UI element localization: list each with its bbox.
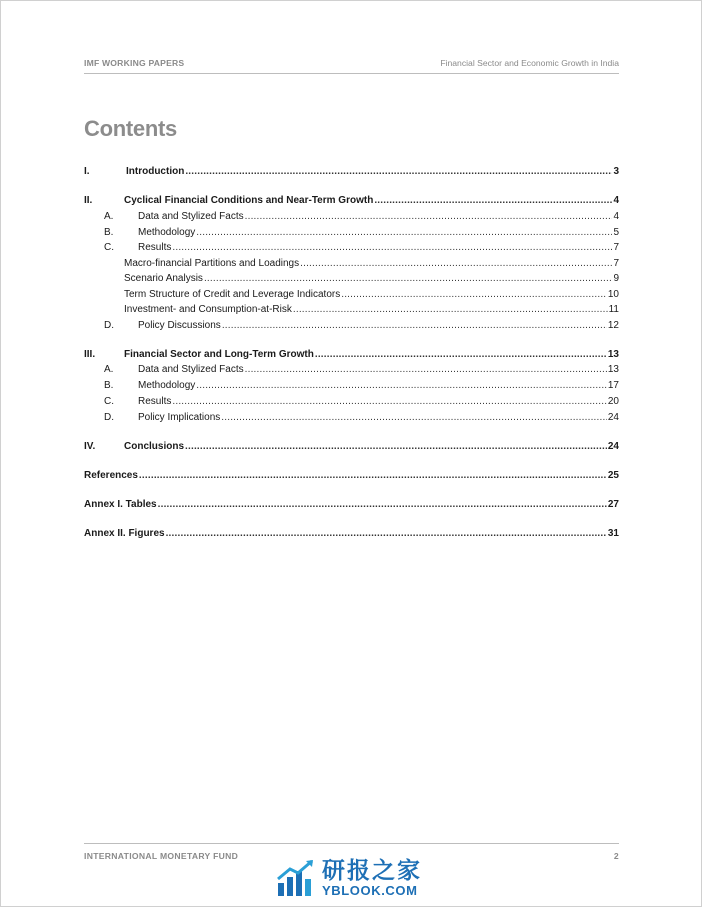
footer-rule bbox=[84, 843, 619, 844]
toc-entry-number: B. bbox=[104, 227, 114, 238]
page-number: 2 bbox=[613, 851, 619, 861]
toc-entry-page: 7 bbox=[613, 258, 619, 269]
toc-entry[interactable] bbox=[84, 527, 619, 541]
toc-leader-dots bbox=[158, 498, 607, 512]
toc-entry[interactable] bbox=[84, 379, 619, 393]
bar-chart-logo-icon bbox=[276, 859, 316, 897]
toc-entry-page: 7 bbox=[613, 242, 619, 253]
watermark bbox=[276, 857, 422, 899]
toc-entry-page: 12 bbox=[607, 320, 619, 331]
toc-entry-number: I. bbox=[84, 166, 90, 177]
toc-entry[interactable] bbox=[84, 288, 619, 302]
toc-leader-dots bbox=[196, 226, 612, 240]
toc-entry[interactable] bbox=[84, 440, 619, 454]
toc-leader-dots bbox=[185, 440, 607, 454]
toc-entry-label: Results bbox=[138, 396, 172, 407]
toc-entry-label: Introduction bbox=[126, 166, 185, 177]
toc-entry-label: Policy Implications bbox=[138, 412, 221, 423]
toc-leader-dots bbox=[139, 469, 607, 483]
toc-entry-page: 9 bbox=[613, 273, 619, 284]
toc-entry-page: 4 bbox=[613, 195, 619, 206]
toc-entry-label: Data and Stylized Facts bbox=[138, 211, 244, 222]
toc-entry-page: 20 bbox=[607, 396, 619, 407]
toc-leader-dots bbox=[172, 241, 612, 255]
toc-entry[interactable] bbox=[84, 319, 619, 333]
toc-entry-page: 31 bbox=[607, 528, 619, 539]
toc-entry-number: II. bbox=[84, 195, 93, 206]
toc-entry[interactable] bbox=[84, 411, 619, 425]
watermark-cn-text: 研报之家 bbox=[322, 857, 422, 883]
toc-entry-number: B. bbox=[104, 380, 114, 391]
toc-entry[interactable] bbox=[84, 498, 619, 512]
toc-entry-number: D. bbox=[104, 412, 114, 423]
toc-entry-label: Scenario Analysis bbox=[124, 273, 203, 284]
toc-entry-page: 27 bbox=[607, 499, 619, 510]
toc-entry-label: Annex II. Figures bbox=[84, 528, 165, 539]
toc-leader-dots bbox=[293, 303, 608, 317]
toc-entry-label: Conclusions bbox=[124, 441, 185, 452]
toc-entry-page: 13 bbox=[607, 364, 619, 375]
toc-entry[interactable] bbox=[84, 363, 619, 377]
toc-leader-dots bbox=[185, 165, 612, 179]
toc-entry-page: 25 bbox=[607, 470, 619, 481]
toc-entry-number: C. bbox=[104, 242, 114, 253]
toc-entry-label: Methodology bbox=[138, 380, 196, 391]
toc-entry-page: 5 bbox=[613, 227, 619, 238]
toc-entry[interactable] bbox=[84, 303, 619, 317]
toc-entry-page: 10 bbox=[607, 289, 619, 300]
toc-entry-label: Term Structure of Credit and Leverage Indicators bbox=[124, 289, 341, 300]
toc-entry-number: C. bbox=[104, 396, 114, 407]
toc-entry[interactable] bbox=[84, 194, 619, 208]
toc-leader-dots bbox=[315, 348, 607, 362]
toc-entry[interactable] bbox=[84, 226, 619, 240]
toc-entry-label: References bbox=[84, 470, 138, 481]
toc-leader-dots bbox=[374, 194, 612, 208]
toc-entry-number: A. bbox=[104, 211, 114, 222]
toc-leader-dots bbox=[196, 379, 607, 393]
toc-entry-number: D. bbox=[104, 320, 114, 331]
toc-entry-page: 3 bbox=[613, 166, 619, 177]
toc-leader-dots bbox=[341, 288, 607, 302]
toc-entry-page: 13 bbox=[607, 349, 619, 360]
toc-entry[interactable] bbox=[84, 348, 619, 362]
series-title: IMF WORKING PAPERS bbox=[84, 58, 185, 68]
toc-entry[interactable] bbox=[84, 241, 619, 255]
toc-entry[interactable] bbox=[84, 272, 619, 286]
toc-entry-page: 11 bbox=[608, 304, 619, 315]
toc-entry-page: 4 bbox=[613, 211, 619, 222]
toc-entry[interactable] bbox=[84, 165, 619, 179]
toc-entry-page: 24 bbox=[607, 412, 619, 423]
toc-entry-number: IV. bbox=[84, 441, 96, 452]
toc-entry-number: III. bbox=[84, 349, 96, 360]
toc-entry-number: A. bbox=[104, 364, 114, 375]
toc-entry-label: Data and Stylized Facts bbox=[138, 364, 244, 375]
toc-entry[interactable] bbox=[84, 469, 619, 483]
toc-entry-label: Annex I. Tables bbox=[84, 499, 157, 510]
toc-entry-label: Cyclical Financial Conditions and Near-Term Growth bbox=[124, 195, 374, 206]
toc-leader-dots bbox=[222, 319, 607, 333]
toc-entry[interactable] bbox=[84, 210, 619, 224]
footer-organization: INTERNATIONAL MONETARY FUND bbox=[84, 851, 239, 861]
paper-title: Financial Sector and Economic Growth in India bbox=[440, 58, 619, 68]
running-header bbox=[84, 58, 619, 68]
toc-entry-label: Financial Sector and Long-Term Growth bbox=[124, 349, 314, 360]
toc-entry-label: Investment- and Consumption-at-Risk bbox=[124, 304, 292, 315]
toc-entry-label: Policy Discussions bbox=[138, 320, 221, 331]
toc-entry-label: Macro-financial Partitions and Loadings bbox=[124, 258, 300, 269]
toc-leader-dots bbox=[245, 363, 607, 377]
toc-leader-dots bbox=[221, 411, 607, 425]
toc-leader-dots bbox=[172, 395, 607, 409]
toc-entry[interactable] bbox=[84, 395, 619, 409]
toc-leader-dots bbox=[245, 210, 613, 224]
toc-entry[interactable] bbox=[84, 257, 619, 271]
toc-entry-label: Results bbox=[138, 242, 172, 253]
toc-entry-page: 24 bbox=[607, 441, 619, 452]
toc-entry-page: 17 bbox=[607, 380, 619, 391]
header-rule bbox=[84, 73, 619, 74]
page-title: Contents bbox=[84, 116, 177, 141]
toc-leader-dots bbox=[204, 272, 613, 286]
toc-leader-dots bbox=[166, 527, 607, 541]
toc-entry-label: Methodology bbox=[138, 227, 196, 238]
watermark-en-text: YBLOOK.COM bbox=[322, 883, 418, 898]
toc-leader-dots bbox=[300, 257, 612, 271]
